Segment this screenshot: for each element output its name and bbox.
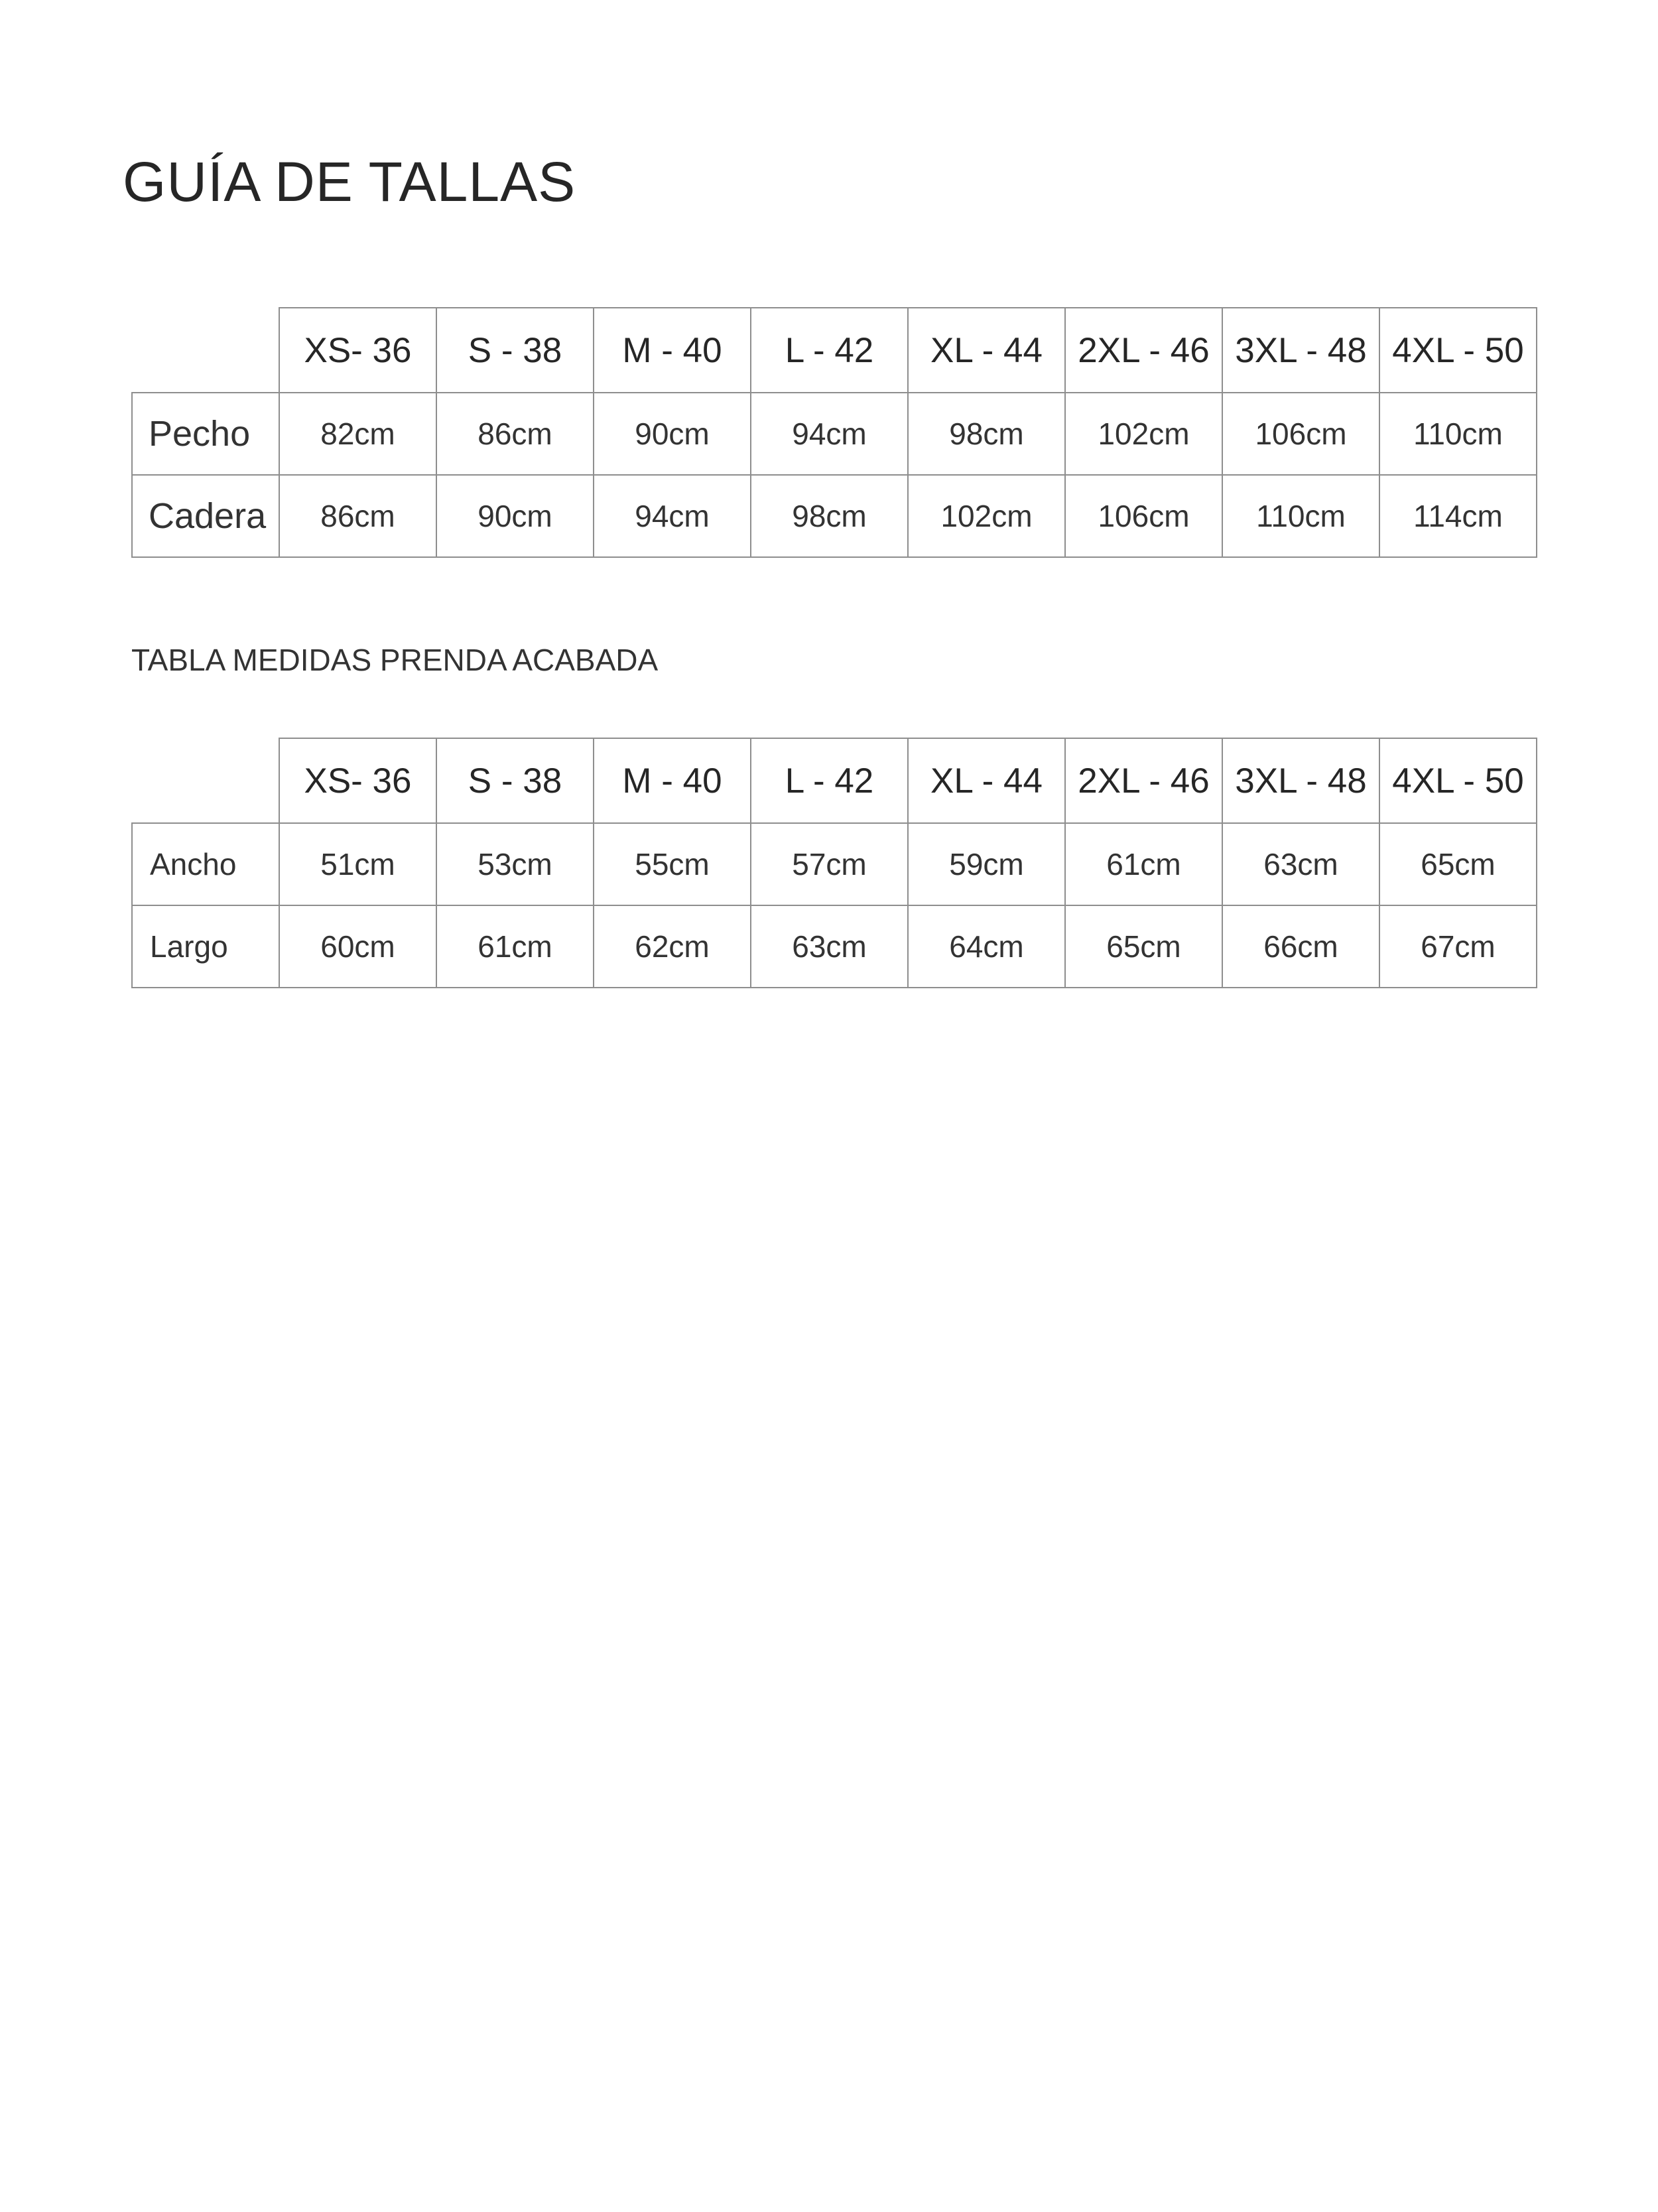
row-label: Largo (132, 905, 279, 988)
measurement-cell: 59cm (908, 823, 1065, 905)
measurement-cell: 53cm (436, 823, 594, 905)
measurement-cell: 102cm (908, 475, 1065, 557)
measurement-cell: 55cm (594, 823, 751, 905)
table-row (132, 475, 1537, 557)
page-title: GUÍA DE TALLAS (123, 151, 576, 213)
size-header-row (132, 308, 1537, 393)
measurement-cell: 63cm (751, 905, 908, 988)
table-row (132, 823, 1537, 905)
measurement-cell: 60cm (279, 905, 436, 988)
measurement-cell: 106cm (1222, 393, 1379, 475)
size-header-row (132, 738, 1537, 823)
measurement-cell: 64cm (908, 905, 1065, 988)
size-header-cell: M - 40 (594, 738, 751, 823)
measurement-cell: 114cm (1379, 475, 1537, 557)
measurement-cell: 63cm (1222, 823, 1379, 905)
measurement-cell: 94cm (751, 393, 908, 475)
size-header-cell: S - 38 (436, 308, 594, 393)
measurement-cell: 82cm (279, 393, 436, 475)
measurement-cell: 90cm (594, 393, 751, 475)
row-label: Pecho (132, 393, 279, 475)
measurement-cell: 62cm (594, 905, 751, 988)
measurement-cell: 61cm (436, 905, 594, 988)
row-label: Ancho (132, 823, 279, 905)
measurement-cell: 110cm (1222, 475, 1379, 557)
header-corner-cell (132, 308, 279, 393)
size-header-cell: XS- 36 (279, 738, 436, 823)
size-header-cell: L - 42 (751, 308, 908, 393)
size-header-cell: XL - 44 (908, 738, 1065, 823)
table-row (132, 905, 1537, 988)
size-header-cell: 3XL - 48 (1222, 738, 1379, 823)
size-header-cell: 2XL - 46 (1065, 738, 1222, 823)
size-header-cell: XL - 44 (908, 308, 1065, 393)
size-header-cell: L - 42 (751, 738, 908, 823)
measurement-cell: 65cm (1065, 905, 1222, 988)
row-label: Cadera (132, 475, 279, 557)
measurement-cell: 57cm (751, 823, 908, 905)
body-size-table (131, 307, 1537, 558)
header-corner-cell (132, 738, 279, 823)
measurement-cell: 98cm (751, 475, 908, 557)
garment-table-heading: TABLA MEDIDAS PRENDA ACABADA (131, 643, 659, 677)
measurement-cell: 51cm (279, 823, 436, 905)
size-header-cell: S - 38 (436, 738, 594, 823)
measurement-cell: 86cm (436, 393, 594, 475)
measurement-cell: 90cm (436, 475, 594, 557)
table-row (132, 393, 1537, 475)
measurement-cell: 110cm (1379, 393, 1537, 475)
size-header-cell: 4XL - 50 (1379, 738, 1537, 823)
measurement-cell: 67cm (1379, 905, 1537, 988)
size-header-cell: XS- 36 (279, 308, 436, 393)
measurement-cell: 86cm (279, 475, 436, 557)
measurement-cell: 65cm (1379, 823, 1537, 905)
measurement-cell: 94cm (594, 475, 751, 557)
measurement-cell: 102cm (1065, 393, 1222, 475)
measurement-cell: 106cm (1065, 475, 1222, 557)
measurement-cell: 98cm (908, 393, 1065, 475)
size-header-cell: 3XL - 48 (1222, 308, 1379, 393)
size-header-cell: M - 40 (594, 308, 751, 393)
measurement-cell: 66cm (1222, 905, 1379, 988)
garment-size-table (131, 738, 1537, 988)
measurement-cell: 61cm (1065, 823, 1222, 905)
size-header-cell: 2XL - 46 (1065, 308, 1222, 393)
size-header-cell: 4XL - 50 (1379, 308, 1537, 393)
